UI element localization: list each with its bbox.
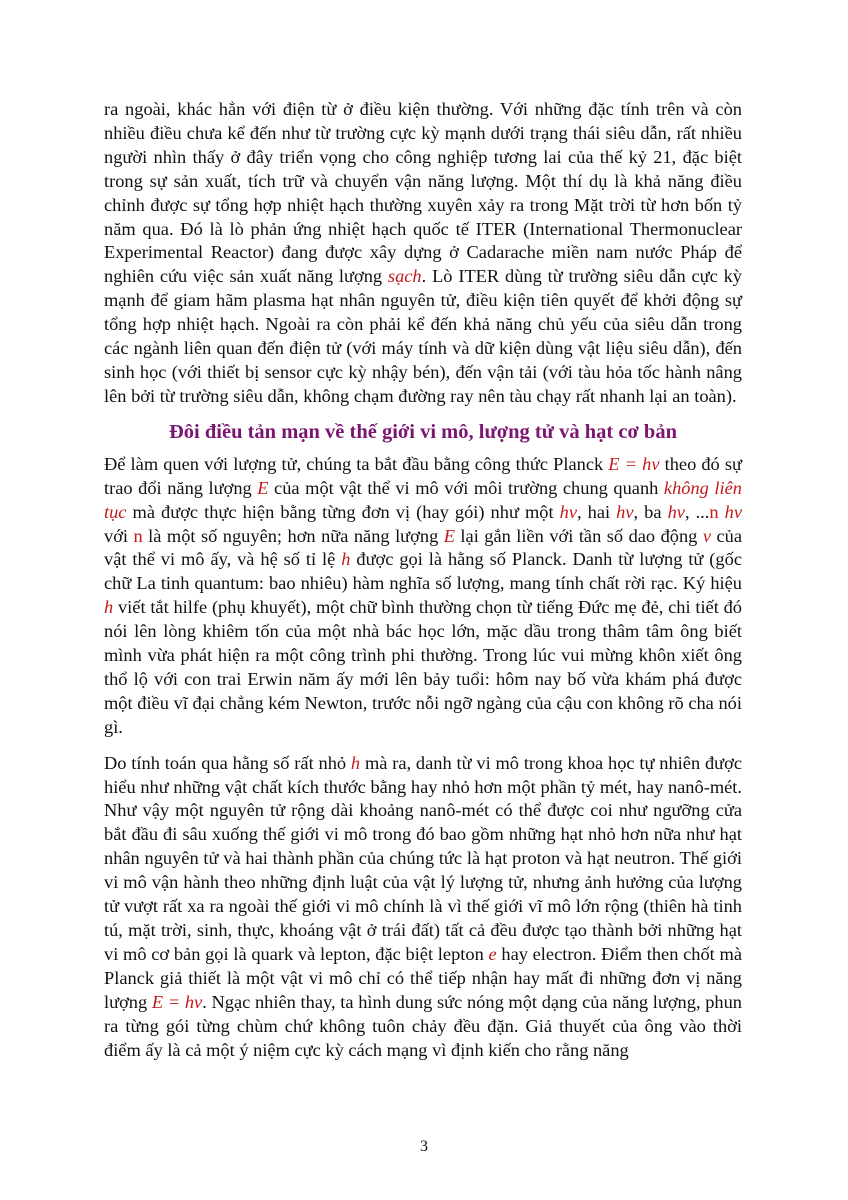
page-content <box>104 98 742 1062</box>
symbol-hv: hν <box>667 501 685 522</box>
text-run: , ... <box>684 501 710 522</box>
text-run: theo đó sự trao đổi năng lượng <box>104 453 742 498</box>
text-run: Do tính toán qua hằng số rất nhỏ <box>104 752 351 773</box>
emphasis-khong-lien-tuc: không liên tục <box>104 477 742 522</box>
text-run: ra ngoài, khác hẳn với điện từ ở điều kiện thường. Với những đặc tính trên và còn nhiều điều chưa kể đến như từ trường cực kỳ mạnh dưới trạng thái siêu dẫn, rất nhiều người nhìn thấy ở đây triển vọng cho công nghiệp tương lai của thế kỷ 21, đặc biệt trong sự sản xuất, tích trữ và chuyển vận năng lượng. Một thí dụ là khả năng điều chỉnh được sự tổng hợp nhiệt hạch thường xuyên xảy ra trong Mặt trời từ hơn bốn tỷ năm qua. Đó là lò phản ứng nhiệt hạch quốc tế ITER (International Thermonuclear Experimental Reactor) đang được xây dựng ở Cadarache miền nam nước Pháp để nghiên cứu việc sản xuất năng lượng <box>104 99 742 287</box>
section-heading: Đôi điều tản mạn về thế giới vi mô, lượng tử và hạt cơ bản <box>169 420 677 443</box>
symbol-hv: hν <box>718 501 743 522</box>
symbol-hv: hν <box>616 501 634 522</box>
text-run: mà được thực hiện bằng từng đơn vị (hay gói) như một <box>126 501 560 522</box>
text-run: , ba <box>633 501 668 522</box>
text-run: với <box>104 525 134 546</box>
text-run: . Lò ITER dùng từ trường siêu dẫn cực kỳ mạnh để giam hãm plasma hạt nhân nguyên tử, điều kiện tiên quyết để khởi động sự tổng hợp nhiệt hạch. Ngoài ra còn phải kể đến khả năng chủ yếu của siêu dẫn trong các ngành liên quan đến điện tử (với máy tính và dữ kiện dùng vật liệu siêu dẫn), đến sinh học (với thiết bị sensor cực kỳ nhậy bén), đến vận tải (với tàu hỏa tốc hành nâng lên bởi từ trường siêu dẫn, không chạm đường ray nên tàu chạy rất nhanh lại an toàn). <box>104 266 742 406</box>
paragraph-superconductivity <box>104 98 742 409</box>
text-run: hay electron. Điểm then chốt mà Planck giả thiết là một vật vi mô chỉ có thể tiếp nhận hay mất đi những đơn vị năng lượng <box>104 943 742 1012</box>
text-run: lại gắn liền với tần số dao động <box>454 525 703 546</box>
symbol-planck-constant: h <box>341 549 351 570</box>
symbol-hv: hν <box>559 501 577 522</box>
formula-planck: E = hν <box>151 991 203 1012</box>
symbol-energy: E <box>443 525 455 546</box>
symbol-n: n <box>709 501 719 522</box>
text-run: . Ngạc nhiên thay, ta hình dung sức nóng một dạng của năng lượng, phun ra từng gói từng chùm chứ không tuôn chảy đều đặn. Giả thuyết của ông vào thời điểm ấy là cả một ý niệm cực kỳ cách mạng vì định kiến cho rằng năng <box>104 991 742 1060</box>
paragraph-microworld <box>104 752 742 1063</box>
symbol-electron: e <box>488 943 497 964</box>
emphasis-sach: sạch <box>387 266 422 287</box>
paragraph-planck <box>104 453 742 740</box>
symbol-n: n <box>133 525 143 546</box>
formula-planck: E = hν <box>608 453 660 474</box>
text-run: viết tắt hilfe (phụ khuyết), một chữ bình thường chọn từ tiếng Đức mẹ đẻ, chi tiết đó nói lên lòng khiêm tốn của một nhà bác học lớn, mặc dầu trong thâm tâm ông biết mình vừa phát hiện ra một công trình phi thường. Trong lúc vui mừng khôn xiết ông thổ lộ với con trai Erwin năm ấy mới lên bảy tuổi: hôm nay bố vừa khám phá được một điều vĩ đại chẳng kém Newton, trước nỗi ngỡ ngàng của cậu con không rõ cha nói gì. <box>104 597 742 737</box>
symbol-planck-constant: h <box>104 597 114 618</box>
symbol-energy: E <box>257 477 269 498</box>
symbol-frequency: ν <box>702 525 711 546</box>
text-run: , hai <box>576 501 617 522</box>
symbol-planck-constant: h <box>350 752 361 773</box>
text-run: Để làm quen với lượng tử, chúng ta bắt đầu bằng công thức Planck <box>104 453 609 474</box>
text-run: là một số nguyên; hơn nữa năng lượng <box>142 525 444 546</box>
page-number: 3 <box>420 1138 428 1155</box>
text-run: của một vật thể vi mô với môi trường chung quanh <box>268 477 664 498</box>
text-run: của vật thể vi mô ấy, và hệ số tỉ lệ <box>104 525 742 570</box>
text-run: được gọi là hằng số Planck. Danh từ lượng tử (gốc chữ La tinh quantum: bao nhiêu) hàm nghĩa số lượng, mang tính chất rời rạc. Ký hiệu <box>104 549 742 594</box>
text-run: mà ra, danh từ vi mô trong khoa học tự nhiên được hiểu như những vật chất kích thước bằng hay nhỏ hơn một phần tỷ mét, hay nanô-mét. Như vậy một nguyên tử rộng dài khoảng nanô-mét có thể được coi như ngưỡng cửa bắt đầu đi sâu xuống thế giới vi mô trong đó bao gồm những hạt nhỏ hơn nữa như hạt nhân nguyên tử và hai thành phần của chúng tức là hạt proton và hạt neutron. Thế giới vi mô vận hành theo những định luật của vật lý lượng tử, nhưng ảnh hưởng của lượng tử vượt rất xa ra ngoài thế giới vi mô chính là vì thế giới vĩ mô lớn rộng (thiên hà tinh tú, mặt trời, sinh, thực, khoáng vật ở trái đất) tất cả đều được tạo thành bởi những hạt vi mô cơ bản gọi là quark và lepton, đặc biệt lepton <box>104 752 743 964</box>
